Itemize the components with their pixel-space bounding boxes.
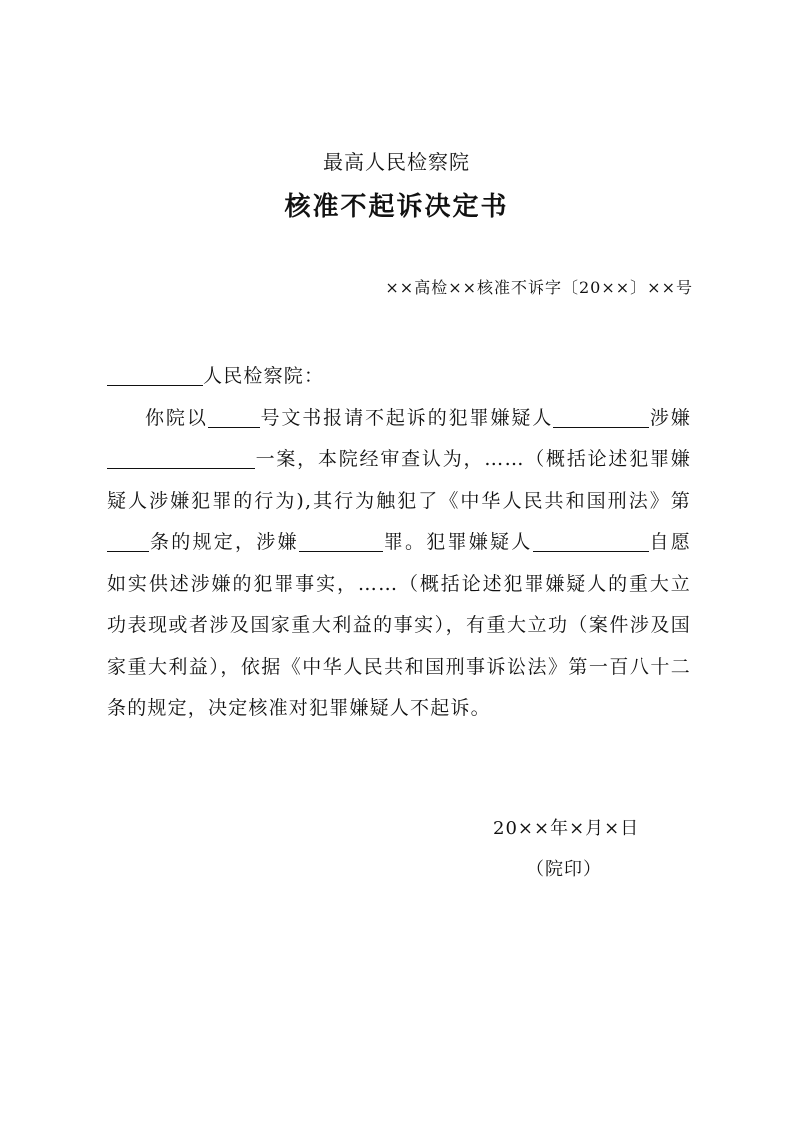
body-text-7: 自愿如实供述涉嫌的犯罪事实，……（概括论述犯罪嫌疑人的重大立功表现或者涉及国家重大利益的事实），有重大立功（案件涉及国家重大利益），依据《中华人民共和国刑事诉讼法》第一百八十二条的规定，决定核准对犯罪嫌疑人不起诉。 bbox=[107, 531, 691, 719]
addressee-suffix: 人民检察院： bbox=[203, 365, 325, 387]
main-paragraph bbox=[107, 398, 691, 730]
charge-blank bbox=[107, 446, 255, 469]
addressee-blank bbox=[107, 363, 203, 386]
body-text-6: 罪。犯罪嫌疑人 bbox=[382, 531, 533, 553]
document-number-blank bbox=[208, 405, 260, 428]
body-text-4: 一案，本院经审查认为，……（概括论述犯罪嫌疑人涉嫌犯罪的行为),其行为触犯了《中华人民共和国刑法》第 bbox=[107, 448, 691, 512]
body-text-2: 号文书报请不起诉的犯罪嫌疑人 bbox=[259, 406, 554, 429]
suspect-name-blank-2 bbox=[533, 529, 649, 552]
issue-date: 20××年×月×日 bbox=[493, 818, 640, 839]
body-text-1: 你院以 bbox=[145, 406, 208, 429]
document-title: 核准不起诉决定书 bbox=[284, 192, 509, 222]
crime-name-blank bbox=[299, 529, 383, 552]
suspect-name-blank bbox=[553, 405, 649, 428]
addressee-line bbox=[107, 356, 691, 398]
document-body bbox=[107, 356, 691, 730]
issuing-agency: 最高人民检察院 bbox=[323, 150, 470, 174]
article-number-blank bbox=[107, 529, 149, 552]
body-text-5: 条的规定，涉嫌 bbox=[149, 531, 299, 553]
body-text-3: 涉嫌 bbox=[649, 406, 691, 429]
document-number: ××高检××核准不诉字〔20××〕××号 bbox=[385, 278, 693, 297]
seal-placeholder: （院印） bbox=[526, 859, 602, 880]
